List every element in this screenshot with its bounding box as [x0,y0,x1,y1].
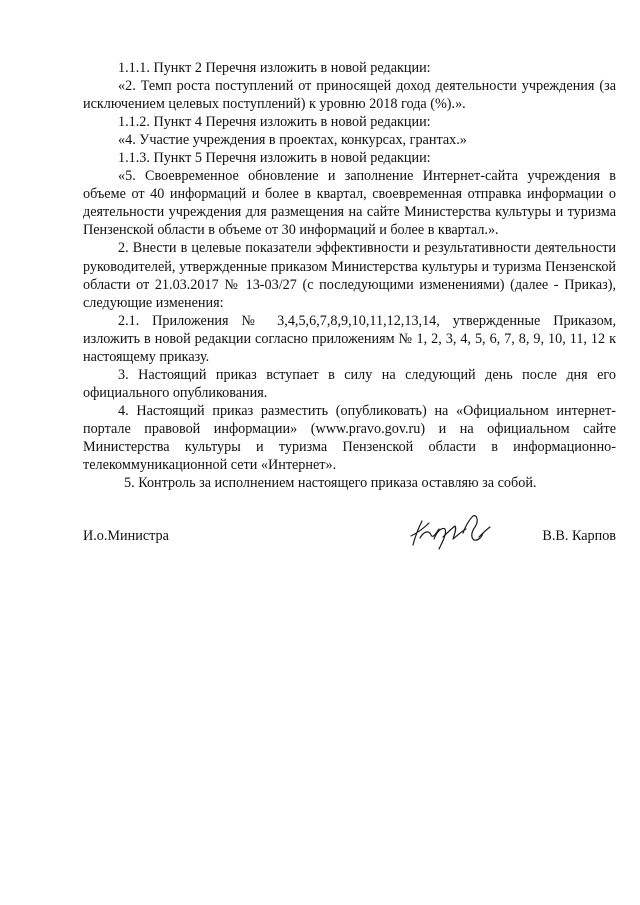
paragraph-item-5-text: «5. Своевременное обновление и заполнение Интернет-сайта учреждения в объеме от 40 информаций и более в квартал, своевременная отправка информации о деятельности учреждения для размещения на сайте Министерства культуры и туризма Пензенской области в объеме от 30 информаций и более в квартал.». [83,168,616,239]
paragraph-item-2-text: «2. Темп роста поступлений от приносящей доход деятельности учреждения (за исключением целевых поступлений) к уровню 2018 года (%).». [83,78,616,113]
document-body [83,59,616,492]
signatory-name: В.В. Карпов [542,528,616,544]
paragraph-1-1-1: 1.1.1. Пункт 2 Перечня изложить в новой редакции: [118,60,431,76]
paragraph-2: 2. Внести в целевые показатели эффективности и результативности деятельности руководителей, утвержденные приказом Министерства культуры и туризма Пензенской области от 21.03.2017 № 13-03/27 (с последующими изменениями) (далее - Приказ), следующие изменения: [83,240,616,311]
paragraph-2-1: 2.1. Приложения № 3,4,5,6,7,8,9,10,11,12,13,14, утвержденные Приказом, изложить в новой редакции согласно приложениям № 1, 2, 3, 4, 5, 6, 7, 8, 9, 10, 11, 12 к настоящему приказу. [83,312,616,365]
paragraph-item-4-text: «4. Участие учреждения в проектах, конкурсах, грантах.» [118,132,467,149]
paragraph-4: 4. Настоящий приказ разместить (опубликовать) на «Официальном интернет-портале правовой информации» (www.pravo.gov.ru) и на официальном сайте Министерства культуры и туризма Пензенской области в информационно-телекоммуникационной сети «Интернет». [83,402,616,474]
paragraph-3: 3. Настоящий приказ вступает в силу на следующий день после дня его официального опубликования. [83,366,616,401]
paragraph-5: 5. Контроль за исполнением настоящего приказа оставляю за собой. [124,475,537,492]
handwritten-signature [403,511,493,555]
paragraph-1-1-2: 1.1.2. Пункт 4 Перечня изложить в новой редакции: [118,114,431,131]
signature-block [83,527,616,551]
paragraph-1-1-3: 1.1.3. Пункт 5 Перечня изложить в новой редакции: [118,150,431,167]
signatory-title: И.о.Министра [83,528,169,544]
